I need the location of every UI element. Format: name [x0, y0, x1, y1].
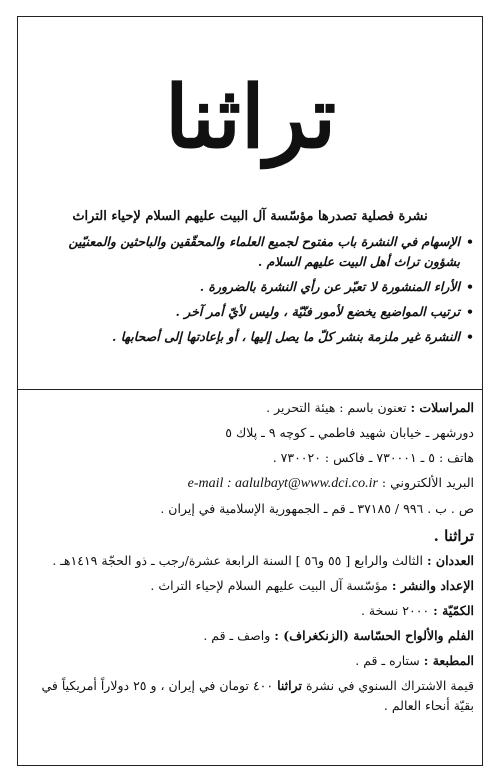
press-line [28, 651, 474, 671]
issues-value: الثالث والرابع [ ٥٥ و٥٦ ] السنة الرابعة عشرة/رجب ـ ذو الحجّة ١٤١٩هـ . [52, 553, 423, 568]
policy-item: • الإسهام في النشرة باب مفتوح لجميع العلماء والمحقّقين والباحثين والمعنيّين بشؤون تراث أهل البيت عليهم السلام . [28, 232, 474, 272]
masthead-subtitle: نشرة فصلية تصدرها مؤسّسة آل البيت عليهم السلام لإحياء التراث [72, 209, 428, 224]
correspondence-label: المراسلات : [410, 400, 474, 415]
subscription-text-start: قيمة الاشتراك السنوي في نشرة [305, 678, 474, 693]
film-label: الفلم والألواح الحسّاسة (الزنكغراف) : [274, 628, 474, 643]
policy-item: • ترتيب المواضيع يخضع لأمور فنّيّة ، وليس لأيّ أمر آخر . [28, 302, 474, 322]
quantity-line [28, 601, 474, 621]
publisher-label: الإعداد والنشر : [391, 578, 474, 593]
subscription-text-end: ٤٠٠ تومان في إيران ، و ٢٥ دولاراً أمريكياً في بقيّة أنحاء العالم . [41, 678, 474, 713]
masthead-title: تراثنا [164, 67, 337, 168]
film-line [28, 626, 474, 646]
issues-label: العددان : [426, 553, 474, 568]
po-box: ص . ب . ٩٩٦ / ٣٧١٨٥ ـ قم ـ الجمهورية الإسلامية في إيران . [160, 501, 474, 516]
email-address[interactable]: e-mail : aalulbayt@www.dci.co.ir [187, 476, 378, 491]
section-divider [17, 389, 483, 390]
journal-brand: تراثنا . [433, 527, 474, 545]
quantity-label: الكمّيّة : [433, 603, 474, 618]
issues-line [28, 551, 474, 571]
press-label: المطبعة : [423, 653, 474, 668]
email-line [28, 473, 474, 494]
policy-item: • النشرة غير ملزمة بنشر كلّ ما يصل إليها ، أو بإعادتها إلى أصحابها . [28, 327, 474, 347]
correspondence-value: تعنون باسم : هيئة التحرير . [266, 400, 407, 415]
film-value: واصف ـ قم . [203, 628, 271, 643]
policy-list [28, 232, 474, 352]
email-label: البريد الألكتروني : [381, 475, 474, 490]
subscription-brand: تراثنا [277, 678, 302, 693]
press-value: ستاره ـ قم . [355, 653, 420, 668]
policy-item: • الأراء المنشورة لا تعبّر عن رأي النشرة بالضرورة . [28, 277, 474, 297]
colophon [28, 398, 474, 721]
publisher-value: مؤسّسة آل البيت عليهم السلام لإحياء التراث . [150, 578, 388, 593]
publisher-line [28, 576, 474, 596]
quantity-value: ٢٠٠٠ نسخة . [360, 603, 430, 618]
subscription-line [28, 676, 474, 716]
correspondence-line [28, 398, 474, 418]
address: دورشهر ـ خيابان شهيد فاطمي ـ كوچه ٩ ـ پلاك ٥ [225, 425, 474, 440]
phone-fax: هاتف : ٥ ـ ٧٣٠٠٠١ ـ فاكس : ٧٣٠٠٢٠ . [272, 450, 474, 465]
